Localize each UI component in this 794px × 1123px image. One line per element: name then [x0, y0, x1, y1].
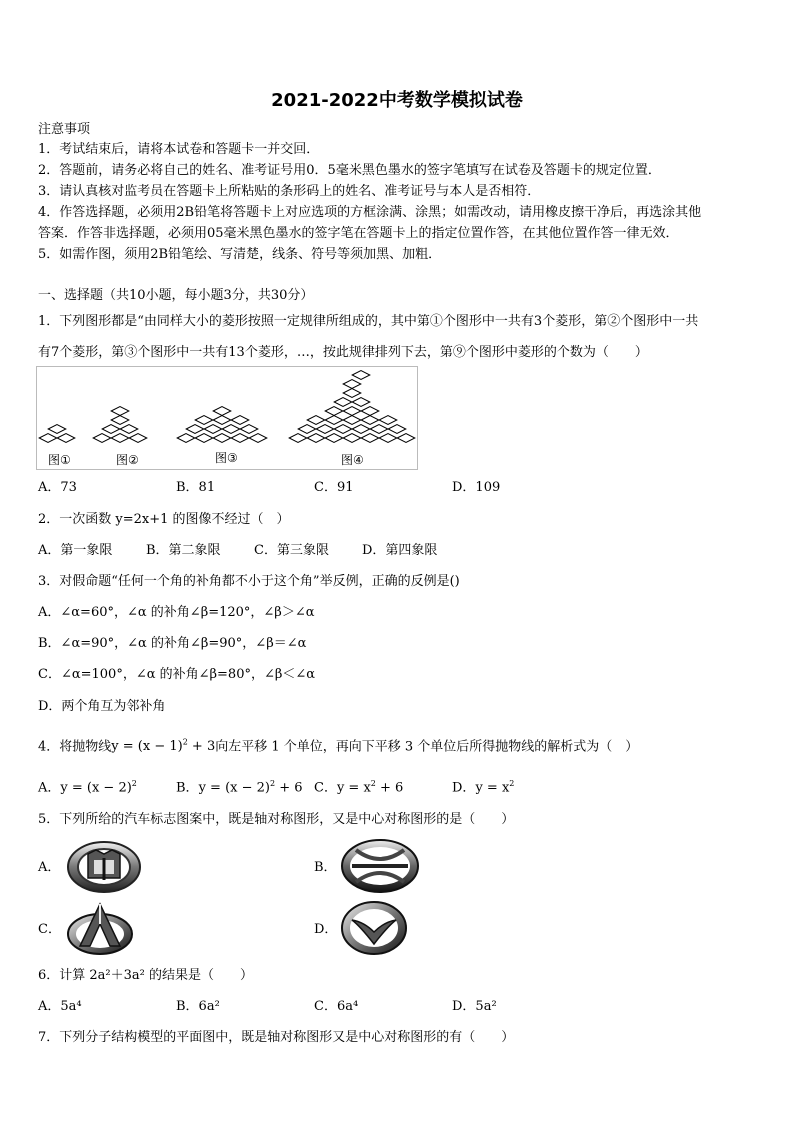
- rhombus-fig2: [102, 425, 120, 434]
- rhombus-fig3: [213, 416, 231, 425]
- q4-stem-post: 向左平移 1 个单位，再向下平移 3 个单位后所得抛物线的解析式为（ ）: [215, 739, 639, 755]
- great-wall-logo-icon[interactable]: [66, 840, 142, 898]
- notice-item-4: 4．作答选择题，必须用2B铅笔将答题卡上对应选项的方框涂满、涂黑；如需改动，请用橡皮擦干净后，再选涂其他: [38, 205, 702, 220]
- q6-option-d[interactable]: D．5a²: [452, 999, 497, 1014]
- q4-stem-pre: 4．将抛物线: [38, 739, 112, 755]
- q5-stem: 5．下列所给的汽车标志图案中，既是轴对称图形，又是中心对称图形的是（ ）: [38, 812, 515, 827]
- rhombus-fig3: [249, 434, 267, 443]
- rhombus-fig2: [93, 434, 111, 443]
- rhombus-fig4: [325, 416, 343, 425]
- rhombus-fig3: [195, 434, 213, 443]
- q5-option-a-label[interactable]: A．: [38, 860, 61, 875]
- rhombus-fig4: [361, 407, 379, 416]
- rhombus-fig4: [298, 425, 316, 434]
- notice-item-3: 3．请认真核对监考员在答题卡上所粘贴的条形码上的姓名、准考证号与本人是否相符．: [38, 184, 541, 199]
- q5-option-b-label[interactable]: B．: [314, 860, 337, 875]
- q6-option-b[interactable]: B．6a²: [176, 999, 220, 1014]
- rhombus-fig4: [325, 434, 343, 443]
- q3-stem: 3．对假命题“任何一个角的补角都不小于这个角”举反例，正确的反例是(): [38, 574, 460, 589]
- q1-option-c[interactable]: C．91: [314, 480, 354, 495]
- q5-option-c-label[interactable]: C．: [38, 922, 61, 937]
- q6-option-c[interactable]: C．6a⁴: [314, 999, 359, 1014]
- rhombus-fig3: [195, 416, 213, 425]
- rhombus-fig3: [177, 434, 195, 443]
- rhombus-fig4: [343, 407, 361, 416]
- q4-option-d[interactable]: D．$y = x^2$: [452, 779, 515, 796]
- q4-stem: [38, 733, 638, 757]
- rhombus-fig2: [120, 425, 138, 434]
- q1-option-b[interactable]: B．81: [176, 480, 216, 495]
- q6-stem: 6．计算 2a²＋3a² 的结果是（ ）: [38, 968, 254, 983]
- q4-option-c[interactable]: C．$y = x^2 + 6$: [314, 779, 404, 796]
- q2-stem: 2．一次函数 y=2x+1 的图像不经过（ ）: [38, 512, 290, 527]
- rhombus-fig4: [334, 425, 352, 434]
- rhombus-fig1: [48, 425, 66, 434]
- q4-stem-formula: $y = (x - 1)^2 + 3$: [111, 738, 216, 755]
- q3-option-c[interactable]: C．∠α=100°，∠α 的补角∠β=80°，∠β＜∠α: [38, 667, 316, 682]
- rhombus-fig4: [325, 407, 343, 416]
- q4-option-a[interactable]: A．$y = (x - 2)^2$: [38, 779, 137, 796]
- rhombus-fig4: [361, 416, 379, 425]
- rhombus-fig4: [343, 416, 361, 425]
- q2-option-a[interactable]: A．第一象限: [38, 543, 113, 558]
- q1-option-d[interactable]: D．109: [452, 480, 501, 495]
- rhombus-fig4: [352, 371, 370, 380]
- changan-logo-icon[interactable]: [66, 900, 134, 960]
- rhombus-fig4: [379, 434, 397, 443]
- rhombus-fig4: [361, 434, 379, 443]
- rhombus-fig4: [352, 425, 370, 434]
- q1-caption-4: 图④: [341, 453, 364, 467]
- rhombus-fig1: [57, 434, 75, 443]
- hafei-logo-icon[interactable]: [340, 838, 420, 898]
- notice-item-1: 1．考试结束后，请将本试卷和答题卡一并交回．: [38, 142, 320, 157]
- rhombus-fig4: [289, 434, 307, 443]
- notice-item-2: 2．答题前，请务必将自己的姓名、准考证号用0．5毫米黑色墨水的签字笔填写在试卷及答题卡的规定位置．: [38, 163, 661, 178]
- rhombus-fig4: [307, 434, 325, 443]
- rhombus-fig2: [111, 407, 129, 416]
- rhombus-fig3: [231, 416, 249, 425]
- rhombus-fig3: [186, 425, 204, 434]
- q1-caption-1: 图①: [48, 453, 71, 467]
- notice-item-4-cont: 答案．作答非选择题，必须用05毫米黑色墨水的签字笔在答题卡上的指定位置作答，在其他位置作答一律无效．: [38, 226, 679, 241]
- rhombus-fig4: [334, 398, 352, 407]
- rhombus-fig4: [343, 389, 361, 398]
- rhombus-fig1: [39, 434, 57, 443]
- mazda-logo-icon[interactable]: [340, 900, 408, 960]
- rhombus-fig2: [129, 434, 147, 443]
- notice-heading: 注意事项: [38, 122, 91, 137]
- q3-option-a[interactable]: A．∠α=60°，∠α 的补角∠β=120°，∠β＞∠α: [38, 605, 315, 620]
- rhombus-fig4: [397, 434, 415, 443]
- rhombus-fig3: [222, 425, 240, 434]
- rhombus-fig3: [204, 425, 222, 434]
- q3-option-d[interactable]: D．两个角互为邻补角: [38, 699, 166, 714]
- q2-option-c[interactable]: C．第三象限: [254, 543, 329, 558]
- q5-option-d-label[interactable]: D．: [314, 922, 338, 937]
- rhombus-fig4: [388, 425, 406, 434]
- page-title: 2021-2022中考数学模拟试卷: [271, 90, 523, 111]
- rhombus-fig4: [343, 434, 361, 443]
- q2-option-d[interactable]: D．第四象限: [362, 543, 438, 558]
- rhombus-fig4: [379, 416, 397, 425]
- rhombus-fig3: [231, 434, 249, 443]
- section-heading: 一、选择题（共10小题，每小题3分，共30分）: [38, 288, 314, 303]
- rhombus-fig4: [352, 398, 370, 407]
- q1-stem-line1: 1．下列图形都是“由同样大小的菱形按照一定规律所组成的，其中第①个图形中一共有3个菱形，第②个图形中一共: [38, 314, 699, 329]
- notice-item-5: 5．如需作图，须用2B铅笔绘、写清楚，线条、符号等须加黑、加粗．: [38, 247, 442, 262]
- q4-option-b[interactable]: B．$y = (x - 2)^2 + 6$: [176, 779, 303, 796]
- rhombus-fig3: [213, 434, 231, 443]
- rhombus-fig4: [307, 416, 325, 425]
- rhombus-fig2: [111, 416, 129, 425]
- rhombus-fig3: [213, 407, 231, 416]
- q7-stem: 7．下列分子结构模型的平面图中，既是轴对称图形又是中心对称图形的有（ ）: [38, 1030, 515, 1045]
- q1-caption-3: 图③: [215, 451, 238, 465]
- q1-caption-2: 图②: [116, 453, 139, 467]
- q2-option-b[interactable]: B．第二象限: [146, 543, 221, 558]
- q1-stem-line2: 有7个菱形，第③个图形中一共有13个菱形，…，按此规律排列下去，第⑨个图形中菱形的个数为（ ）: [38, 345, 648, 360]
- rhombus-fig4: [316, 425, 334, 434]
- rhombus-fig4: [343, 380, 361, 389]
- rhombus-fig3: [240, 425, 258, 434]
- rhombus-fig2: [111, 434, 129, 443]
- q6-option-a[interactable]: A．5a⁴: [38, 999, 82, 1014]
- q1-option-a[interactable]: A．73: [38, 480, 77, 495]
- q3-option-b[interactable]: B．∠α=90°，∠α 的补角∠β=90°，∠β＝∠α: [38, 636, 307, 651]
- rhombus-fig4: [370, 425, 388, 434]
